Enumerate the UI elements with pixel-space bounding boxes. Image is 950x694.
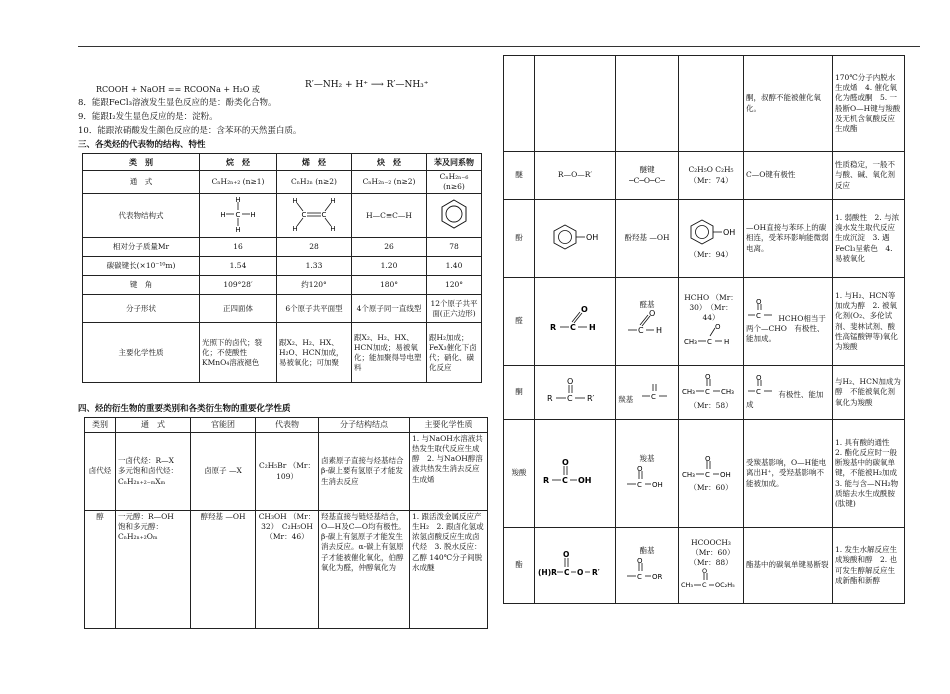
cell: C—O键有极性 (744, 152, 833, 200)
cell: 跟H₂加成；FeX₃催化下卤代；硝化、磺化反应 (427, 323, 482, 383)
ether-label: 醚键 (639, 165, 655, 175)
table-row (504, 56, 905, 152)
cell: 键 角 (83, 276, 200, 295)
benzene-structure (427, 194, 482, 238)
cell: C₂H₅O C₂H₅ （Mr：74） (679, 152, 744, 200)
atom-label: C (321, 211, 327, 220)
carbonyl-icon (746, 299, 776, 321)
cell: 通 式 (83, 171, 200, 194)
atom-label: O (637, 465, 643, 473)
text-line9: 9．能跟I₂发生显色反应的是：淀粉。 (78, 112, 218, 122)
cell: 酮，叔醇不能被催化氧化。 (744, 56, 833, 152)
cell: 1. 与H₂、HCN等加成为醇 2. 被氧化剂(O₂、多伦试剂、斐林试剂、酸性高锰酸钾等)氧化为羧酸 (833, 278, 905, 366)
atom-label: R (543, 475, 550, 485)
col-category: 类 别 (83, 154, 200, 171)
atom-label: O (702, 568, 708, 576)
cell: 一卤代烃：R—X 多元饱和卤代烃：CₙH₂ₙ₊₂₋ₘXₘ (116, 433, 191, 511)
table-row (504, 278, 905, 366)
cell-text: HCHO （Mr：30） （Mr：44） (684, 292, 738, 322)
atom-label: H (220, 211, 226, 220)
cell: 26 (352, 238, 427, 257)
ester-structure-icon (537, 548, 613, 580)
atom-label: OR (652, 573, 663, 581)
ether-bond: ─C─O─C─ (629, 175, 665, 185)
atom-label: H (235, 196, 241, 205)
ketone-struct (744, 366, 833, 420)
table-row (504, 200, 905, 278)
text-rcooh: RCOOH + NaOH == RCOONa + H₂O 或 (96, 85, 260, 94)
cell: 醚 (504, 152, 535, 200)
section-3-title: 三、各类烃的代表物的结构、特性 (78, 140, 206, 150)
cell: 16 (200, 238, 277, 257)
cell: 4个原子同一直线型 (352, 295, 427, 323)
group-label: 羰基 (618, 394, 634, 404)
table-row (504, 528, 905, 604)
atom-label: O (581, 304, 588, 314)
cell: 卤素原子直接与烃基结合 β-碳上要有氢原子才能发生消去反应 (319, 433, 410, 511)
acetone-icon (681, 374, 741, 398)
cell: CₙH₂ₙ₊₂ (n≥1) (200, 171, 277, 194)
atom-label: O (577, 567, 584, 577)
table-row (83, 238, 482, 257)
cell: 1.20 (352, 257, 427, 276)
cell: 醛 (504, 278, 535, 366)
cell (616, 56, 679, 152)
aldehyde-rep (679, 278, 744, 366)
cell: 6个原子共平面型 (277, 295, 352, 323)
table-row (83, 276, 482, 295)
atom-label: OH (720, 470, 731, 479)
cell: 78 (427, 238, 482, 257)
cell: 相对分子质量Mr (83, 238, 200, 257)
acetylene-structure: H—C≡C—H (352, 194, 427, 238)
atom-label: R (547, 393, 553, 403)
amine-equation: R′—NH₂ + H⁺ ⟶ R′—NH₃⁺ (305, 80, 429, 90)
aldehyde-structure-icon (544, 303, 606, 337)
cell: 主要化学性质 (83, 323, 200, 383)
cell: 光照下的卤代；裂化；不使酸性KMnO₄溶液褪色 (200, 323, 277, 383)
cell: 12个原子共平面(正六边形) (427, 295, 482, 323)
cell: 醇 (85, 511, 116, 629)
table-row (83, 194, 482, 238)
methane-structure (200, 194, 277, 238)
cell: 羟基直接与链烃基结合，O—H及C—O均有极性。β-碳上有氢原子才能发生消去反应。α-碳上有氢原子才能被催化氧化，伯醇氧化为醛，仲醇氧化为 (319, 511, 410, 629)
cell-text: HCOOCH₃ （Mr：60） （Mr：88） (689, 537, 739, 567)
cell-text: （Mr：60） (689, 483, 733, 492)
cell: 1. 跟活泼金属反应产生H₂ 2. 跟卤化氢或浓氢卤酸反应生成卤代烃 3. 脱水反应：乙醇 140℃分子间脱水成醚 (410, 511, 488, 629)
table-row (85, 433, 488, 511)
ethyl-acetate-icon (681, 568, 741, 590)
cell: C₂H₅Br （Mr：109） (256, 433, 319, 511)
phenol-rep (679, 200, 744, 278)
atom-label: C (570, 322, 576, 332)
cell: 酚 (504, 200, 535, 278)
cell: 120° (427, 276, 482, 295)
table-row (504, 152, 905, 200)
cell: 酯基中的碳氧单键易断裂 (744, 528, 833, 604)
atom-label: R′ (592, 567, 600, 577)
atom-label: CH₃ (682, 387, 695, 396)
atom-label: C (705, 387, 710, 396)
atom-label: C (756, 311, 761, 320)
cell: R—O—R′ (535, 152, 616, 200)
group-label: 酯基 (639, 545, 655, 555)
aldehyde-group-icon (622, 310, 672, 340)
ester-group (616, 528, 679, 604)
phenol-formula (535, 200, 616, 278)
cell: 分子形状 (83, 295, 200, 323)
col-struct: 分子结构结点 (319, 418, 410, 433)
phenol-rep-icon (682, 217, 740, 247)
cell: CH₃OH （Mr：32） C₂H₅OH （Mr：46） (256, 511, 319, 629)
cell: 代表物结构式 (83, 194, 200, 238)
hydrocarbon-table (82, 153, 482, 383)
group-label: 羧基 (639, 453, 655, 463)
cell: 跟X₂、H₂、HX、HCN加成；易被氧化；能加聚得导电塑料 (352, 323, 427, 383)
atom-label: C (562, 475, 568, 485)
atom-label: C (705, 470, 710, 479)
atom-label: O (562, 457, 569, 467)
atom-label: CH₃ (684, 338, 697, 347)
atom-label: R (550, 322, 557, 332)
benzene-ring-icon (437, 197, 471, 231)
carboxylic-acid-icon (540, 456, 610, 488)
cell: 约120° (277, 276, 352, 295)
cell: 180° (352, 276, 427, 295)
cell: 一元醇：R—OH 饱和多元醇：CₙH₂ₙ₊₂Oₘ (116, 511, 191, 629)
cell: 卤代烃 (85, 433, 116, 511)
atom-label: C (650, 392, 656, 401)
atom-label: OH (723, 227, 736, 237)
cell: —OH直接与苯环上的碳相连，受苯环影响能微弱电离。 (744, 200, 833, 278)
derivative-table-right (503, 55, 905, 604)
ketone-formula (535, 366, 616, 420)
table-row (85, 511, 488, 629)
cell: 170℃分子内脱水生成烯 4. 催化氧化为醛或酮 5. 一般断O—H键与羧酸及无机含氧酸反应生成酯 (833, 56, 905, 152)
aldehyde-formula (535, 278, 616, 366)
cell: 正四面体 (200, 295, 277, 323)
cell-text: （Mr：58） (689, 401, 733, 410)
atom-label: C (301, 211, 307, 220)
atom-label: H (250, 211, 256, 220)
atom-label: O (715, 323, 721, 332)
atom-label: C (637, 481, 642, 489)
group-label: 醛基 (639, 299, 655, 309)
carbonyl-icon (746, 375, 776, 397)
cell: CₙH₂ₙ₋₂ (n≥2) (352, 171, 427, 194)
table-row (83, 171, 482, 194)
cell: 1. 具有酸的通性 2. 酯化反应时一般断羧基中的碳氧单键，不能被H₂加成 3. 能与含—NH₂物质缩去水生成酰胺(肽键) (833, 420, 905, 528)
atom-label: OH (586, 232, 599, 242)
cell: 1.54 (200, 257, 277, 276)
atom-label: O (705, 373, 711, 381)
ketone-group (616, 366, 679, 420)
col-alkene: 烯 烃 (277, 154, 352, 171)
header-rule (78, 46, 920, 47)
cell (679, 56, 744, 152)
cell-text: （Mr：94） (689, 250, 733, 259)
col-rep: 代表物 (256, 418, 319, 433)
ester-formula (535, 528, 616, 604)
atom-label: H (724, 338, 730, 347)
text-line10: 10．能跟浓硝酸发生颜色反应的是：含苯环的天然蛋白质。 (78, 126, 302, 136)
atom-label: C (638, 326, 644, 335)
col-benzene: 苯及同系物 (427, 154, 482, 171)
col-alkyne: 炔 烃 (352, 154, 427, 171)
atom-label: C (235, 211, 241, 220)
derivative-table-left (84, 417, 488, 629)
cell: CₙH₂ₙ₋₆ (n≥6) (427, 171, 482, 194)
ketone-structure-icon (542, 376, 608, 406)
col-alkane: 烷 烃 (200, 154, 277, 171)
acetic-acid-icon (681, 454, 741, 480)
table-row (504, 366, 905, 420)
atom-label: H (656, 326, 663, 335)
col-props: 主要化学性质 (410, 418, 488, 433)
atom-label: C (702, 581, 707, 590)
cell: 与H₂、HCN加成为醇 不能被氧化剂氧化为羧酸 (833, 366, 905, 420)
cell: 醇羟基 —OH (191, 511, 256, 629)
cell: 卤原子 —X (191, 433, 256, 511)
atom-label: CH₃ (682, 470, 695, 479)
atom-label: H (292, 225, 298, 233)
atom-label: R′ (587, 393, 595, 403)
atom-label: H (589, 322, 596, 332)
carbonyl-group-icon (636, 380, 676, 402)
ether-group (616, 152, 679, 200)
cell (535, 56, 616, 152)
atom-label: C (756, 387, 761, 396)
aldehyde-group (616, 278, 679, 366)
atom-label: CH₃ (721, 387, 734, 396)
atom-label: C (564, 567, 570, 577)
cell: 酮 (504, 366, 535, 420)
atom-label: O (637, 557, 643, 565)
carboxyl-group-icon (623, 464, 671, 490)
col-formula: 通 式 (116, 418, 191, 433)
table-row (83, 295, 482, 323)
cell: 1.40 (427, 257, 482, 276)
table-row (504, 420, 905, 528)
atom-label: H (330, 225, 336, 233)
atom-label: O (563, 549, 570, 559)
cell: 1. 发生水解反应生成羧酸和醇 2. 也可发生醇解反应生成新酯和新醇 (833, 528, 905, 604)
table1-header (83, 154, 482, 171)
cell: 109°28′ (200, 276, 277, 295)
atom-label: C (637, 573, 642, 581)
atom-label: O (756, 374, 762, 382)
acid-rep (679, 420, 744, 528)
cell: 28 (277, 238, 352, 257)
cell: 性质稳定，一般不与酸、碱、氧化剂反应 (833, 152, 905, 200)
cell-text: HCHO相当于两个—CHO 有极性、能加成。 (746, 313, 826, 344)
section-4-title: 四、烃的衍生物的重要类别和各类衍生物的重要化学性质 (78, 404, 291, 414)
ethylene-structure (277, 194, 352, 238)
acetaldehyde-icon (682, 323, 740, 347)
atom-label: H (235, 226, 241, 233)
atom-label: OH (578, 475, 592, 485)
atom-label: C (707, 338, 712, 347)
atom-label: H (330, 197, 336, 206)
cell: 1. 弱酸性 2. 与浓溴水发生取代反应生成沉淀 3. 遇FeCl₃呈紫色 4. 易被氧化 (833, 200, 905, 278)
table-row (83, 257, 482, 276)
table-row (83, 323, 482, 383)
cell-text: 有极性、能加成 (746, 389, 824, 409)
atom-label: OC₂H₅ (715, 581, 735, 590)
table2-header (85, 418, 488, 433)
cell: CₙH₂ₙ (n≥2) (277, 171, 352, 194)
ester-rep (679, 528, 744, 604)
cell: 1.33 (277, 257, 352, 276)
cell: 酯 (504, 528, 535, 604)
atom-label: OH (652, 481, 663, 489)
methane-structure-svg (218, 196, 258, 232)
cell: 羧酸 (504, 420, 535, 528)
ketone-rep (679, 366, 744, 420)
cell: 受羰基影响，O—H能电离出H⁺，受羟基影响不能被加成。 (744, 420, 833, 528)
atom-label: O (705, 454, 711, 463)
ester-group-icon (623, 556, 671, 582)
cell (504, 56, 535, 152)
ethylene-structure-svg (289, 196, 339, 232)
atom-label: O (756, 298, 762, 306)
atom-label: H (292, 197, 298, 206)
atom-label: O (567, 376, 574, 386)
atom-label: (H)R (538, 567, 557, 577)
cell: 碳碳键长(×10⁻¹⁰m) (83, 257, 200, 276)
acid-group (616, 420, 679, 528)
atom-label: O (649, 310, 656, 318)
text-line8: 8．能跟FeCl₃溶液发生显色反应的是：酚类化合物。 (78, 98, 277, 108)
cell: 1. 与NaOH水溶液共热发生取代反应生成醇 2. 与NaOH醇溶液共热发生消去反应生成烯 (410, 433, 488, 511)
col-group: 官能团 (191, 418, 256, 433)
atom-label: C (567, 393, 573, 403)
col-cat: 类别 (85, 418, 116, 433)
cell: 跟X₂、H₂、HX、H₂O、HCN加成，易被氧化；可加聚 (277, 323, 352, 383)
cell: 酚羟基 —OH (616, 200, 679, 278)
aldehyde-struct (744, 278, 833, 366)
atom-label: CH₃ (681, 581, 694, 590)
phenol-structure-icon (545, 222, 605, 252)
acid-formula (535, 420, 616, 528)
